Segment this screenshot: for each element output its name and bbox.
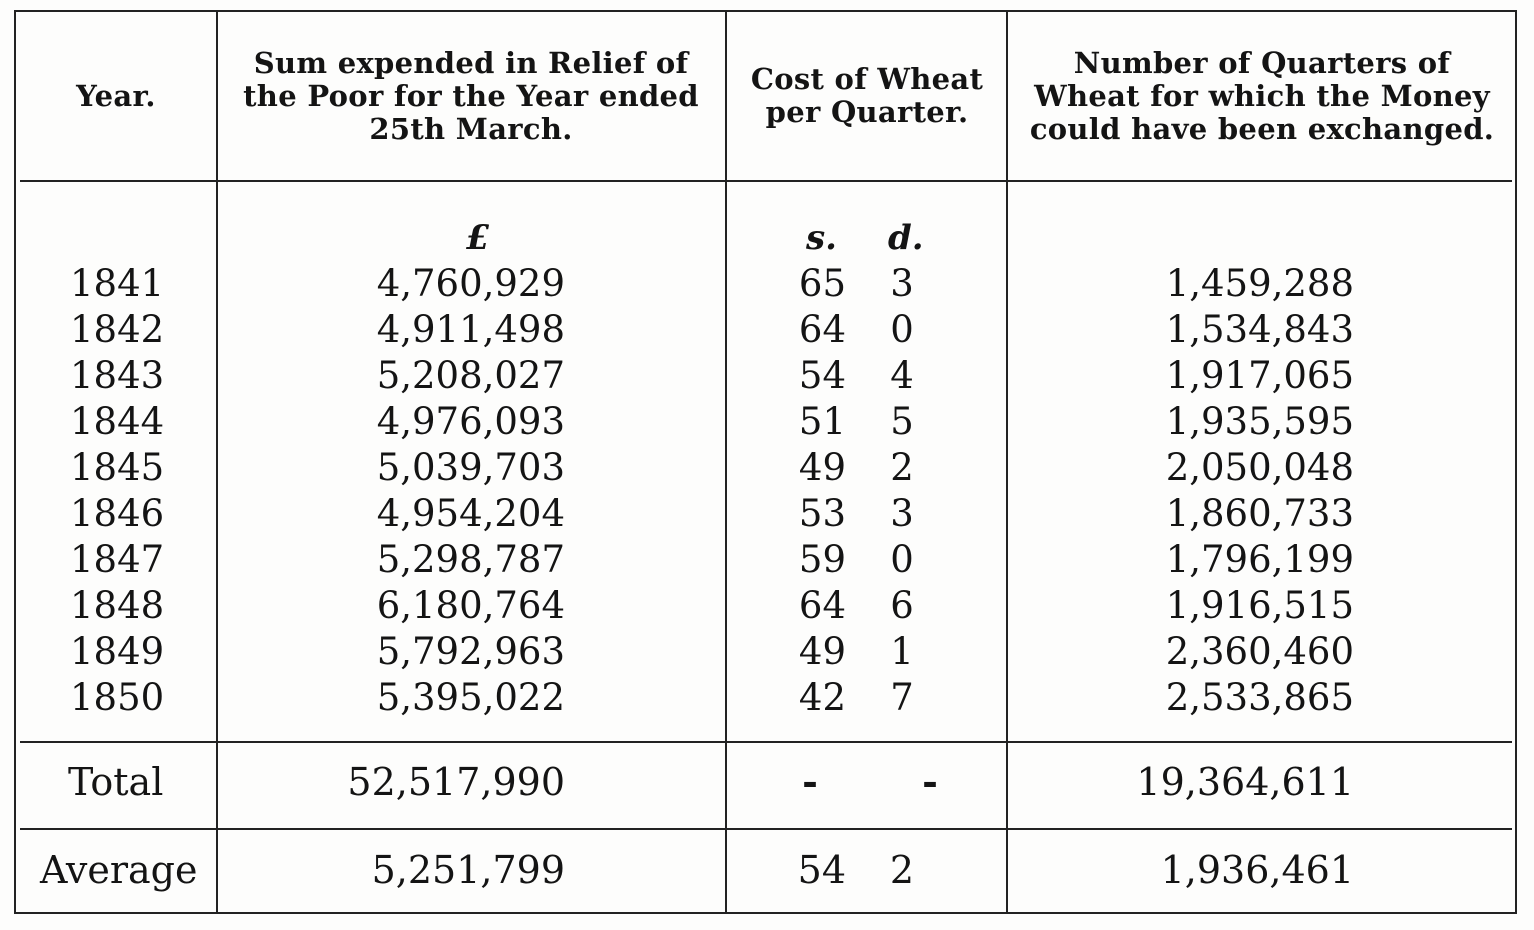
average-pence: 2 bbox=[889, 848, 915, 892]
table-cell-d: 0 bbox=[890, 308, 914, 351]
table-cell-s: 53 bbox=[798, 492, 846, 535]
table-cell-d: 1 bbox=[890, 630, 914, 673]
table-cell-sum: 4,911,498 bbox=[376, 308, 565, 351]
pence-column bbox=[880, 261, 924, 721]
table-cell-d: 7 bbox=[890, 676, 914, 719]
sum-column bbox=[300, 261, 565, 721]
average-label: Average bbox=[40, 848, 198, 892]
table-cell-d: 5 bbox=[890, 400, 914, 443]
table-cell-quarters: 1,917,065 bbox=[1165, 354, 1354, 397]
shillings-column bbox=[780, 261, 846, 721]
header-quarters: Number of Quarters of Wheat for which the Money could have been exchanged. bbox=[1029, 45, 1495, 146]
table-cell-s: 54 bbox=[798, 354, 846, 397]
table-cell-s: 64 bbox=[798, 308, 846, 351]
table-cell-d: 2 bbox=[890, 446, 914, 489]
table-cell-quarters: 1,916,515 bbox=[1165, 584, 1354, 627]
unit-pound: £ bbox=[466, 218, 490, 258]
table-cell-sum: 5,395,022 bbox=[376, 676, 565, 719]
year-column bbox=[70, 261, 180, 721]
average-rule bbox=[20, 828, 1512, 830]
table-cell-year: 1846 bbox=[70, 492, 165, 535]
total-pence: - bbox=[922, 759, 938, 804]
total-quarters: 19,364,611 bbox=[1136, 760, 1354, 804]
total-sum: 52,517,990 bbox=[347, 760, 565, 804]
table-cell-d: 3 bbox=[890, 492, 914, 535]
table-cell-year: 1842 bbox=[70, 308, 165, 351]
table-cell-quarters: 1,860,733 bbox=[1165, 492, 1354, 535]
table-cell-s: 49 bbox=[798, 630, 846, 673]
header-year: Year. bbox=[76, 78, 156, 113]
unit-shillings: s. bbox=[806, 218, 837, 258]
header-rule bbox=[20, 180, 1512, 182]
table-cell-quarters: 1,459,288 bbox=[1165, 262, 1354, 305]
average-quarters: 1,936,461 bbox=[1160, 848, 1354, 892]
table-cell-year: 1850 bbox=[70, 676, 165, 719]
table-cell-d: 3 bbox=[890, 262, 914, 305]
table-cell-year: 1841 bbox=[70, 262, 165, 305]
table-cell-year: 1847 bbox=[70, 538, 165, 581]
table-cell-s: 42 bbox=[798, 676, 846, 719]
total-label: Total bbox=[68, 760, 164, 804]
table-cell-sum: 5,208,027 bbox=[376, 354, 565, 397]
table-cell-quarters: 2,533,865 bbox=[1165, 676, 1354, 719]
table-cell-sum: 5,792,963 bbox=[376, 630, 565, 673]
table-cell-quarters: 1,796,199 bbox=[1165, 538, 1354, 581]
header-cost: Cost of Wheat per Quarter. bbox=[750, 62, 984, 129]
table-cell-year: 1845 bbox=[70, 446, 165, 489]
total-rule bbox=[20, 741, 1512, 743]
table-cell-d: 0 bbox=[890, 538, 914, 581]
table-cell-year: 1844 bbox=[70, 400, 165, 443]
column-divider bbox=[1006, 10, 1008, 914]
table-cell-d: 6 bbox=[890, 584, 914, 627]
table-cell-quarters: 1,935,595 bbox=[1165, 400, 1354, 443]
quarters-column bbox=[1100, 261, 1354, 721]
table-cell-sum: 4,976,093 bbox=[376, 400, 565, 443]
table-cell-s: 65 bbox=[798, 262, 846, 305]
table-cell-s: 59 bbox=[798, 538, 846, 581]
table-cell-s: 51 bbox=[798, 400, 846, 443]
table-cell-sum: 6,180,764 bbox=[376, 584, 565, 627]
table-cell-quarters: 1,534,843 bbox=[1165, 308, 1354, 351]
average-sum: 5,251,799 bbox=[371, 848, 565, 892]
table-cell-s: 49 bbox=[798, 446, 846, 489]
table-cell-year: 1849 bbox=[70, 630, 165, 673]
table-cell-s: 64 bbox=[798, 584, 846, 627]
total-shillings: - bbox=[802, 759, 818, 804]
table-cell-d: 4 bbox=[890, 354, 914, 397]
table-cell-quarters: 2,050,048 bbox=[1165, 446, 1354, 489]
header-sum: Sum expended in Relief of the Poor for the Year ended 25th March. bbox=[243, 45, 699, 146]
table-cell-sum: 4,954,204 bbox=[376, 492, 565, 535]
table-cell-sum: 4,760,929 bbox=[376, 262, 565, 305]
average-shillings: 54 bbox=[797, 848, 846, 892]
table-cell-year: 1843 bbox=[70, 354, 165, 397]
column-divider bbox=[725, 10, 727, 914]
table-cell-sum: 5,298,787 bbox=[376, 538, 565, 581]
unit-pence: d. bbox=[888, 218, 924, 258]
table-cell-sum: 5,039,703 bbox=[376, 446, 565, 489]
table-cell-quarters: 2,360,460 bbox=[1165, 630, 1354, 673]
column-divider bbox=[216, 10, 218, 914]
table-cell-year: 1848 bbox=[70, 584, 165, 627]
